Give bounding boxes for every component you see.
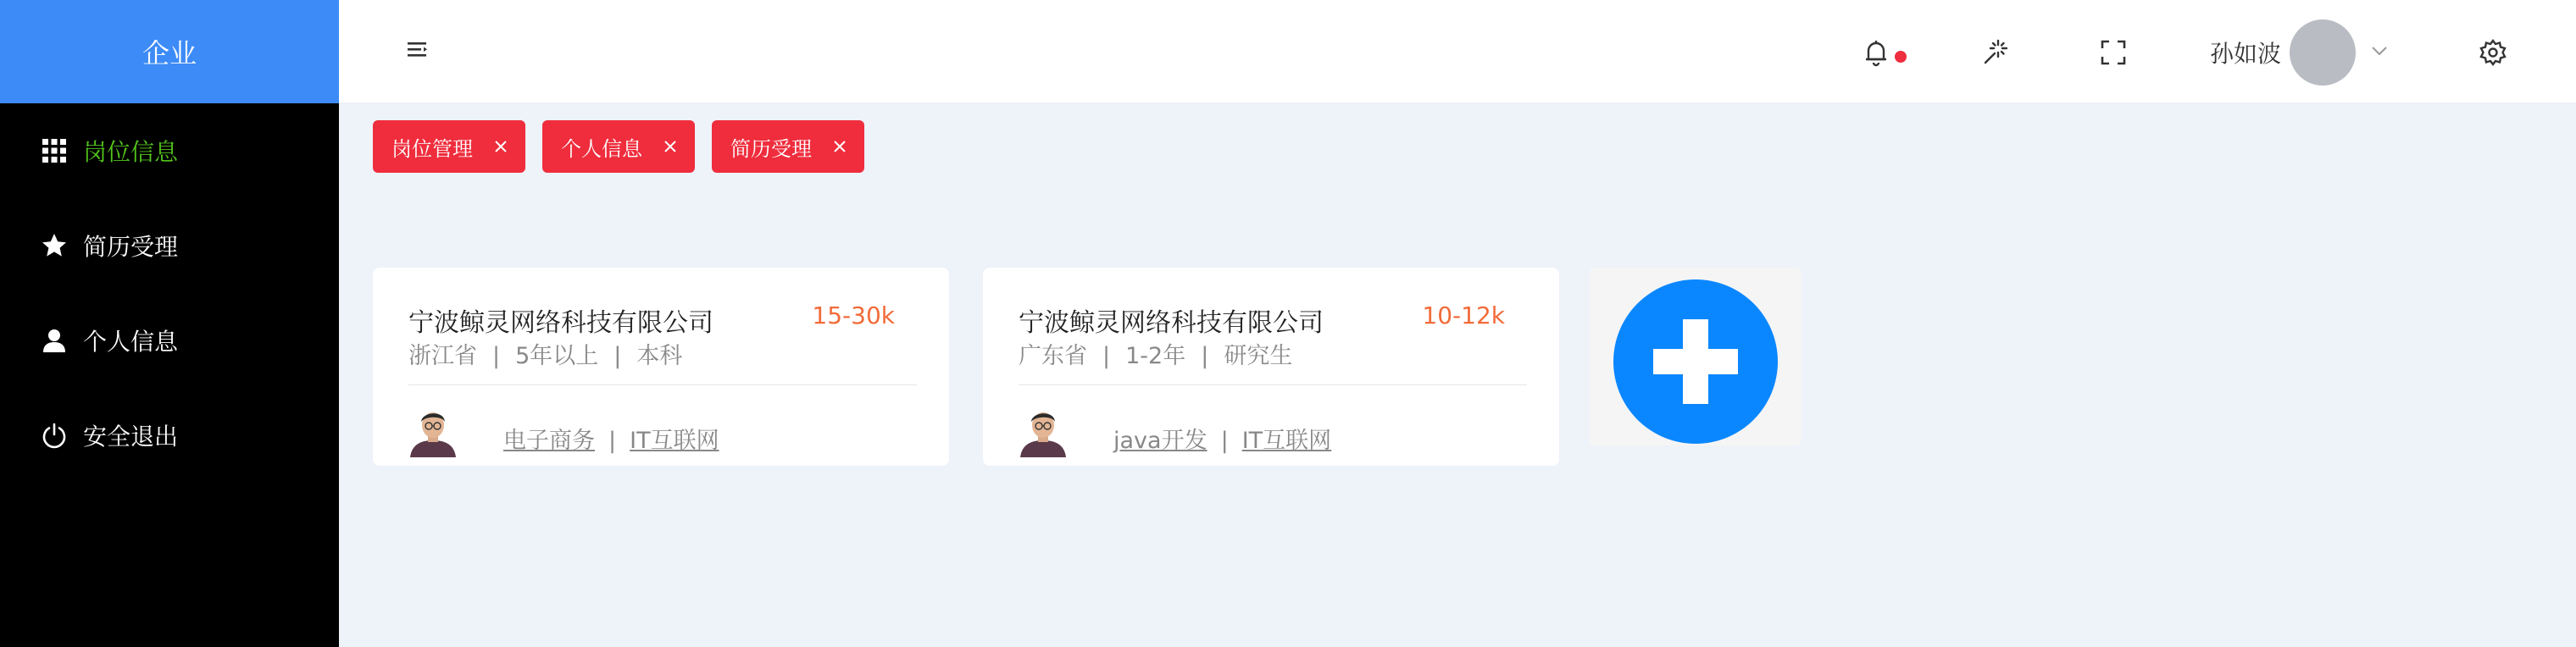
divider [408,384,917,385]
tab-resume[interactable] [712,120,864,173]
user-icon [41,327,68,354]
job-tags: 电子商务 | IT互联网 [503,428,719,454]
province: 广东省 [1019,343,1087,369]
tab-profile[interactable] [542,120,695,173]
power-icon [41,422,68,449]
tab-label: 简历受理 [730,136,812,161]
sidebar-item-logout[interactable] [0,388,339,483]
sidebar-item-profile[interactable] [0,293,339,388]
salary: 15-30k [812,301,895,329]
position-link[interactable]: java开发 [1113,428,1208,454]
top-header [339,0,2576,103]
avatar[interactable] [2290,19,2356,86]
star-icon [41,232,68,259]
add-job-button[interactable] [1613,279,1778,444]
tab-label: 个人信息 [561,136,642,161]
gear-icon[interactable] [2478,37,2508,68]
add-job-card [1590,268,1802,445]
recruiter-avatar [407,405,459,457]
brand-title: 企业 [0,0,339,103]
fullscreen-icon[interactable] [2098,37,2129,68]
close-icon[interactable] [661,137,680,156]
notification-dot [1895,51,1907,63]
recruiter-avatar [1017,405,1069,457]
position-link[interactable]: 电子商务 [503,428,595,454]
sidebar-item-label: 简历受理 [83,233,179,261]
industry-link[interactable]: IT互联网 [630,428,719,454]
chevron-down-icon[interactable] [2369,42,2390,59]
education: 研究生 [1224,343,1293,369]
menu-fold-icon[interactable] [405,37,430,63]
industry-link[interactable]: IT互联网 [1241,428,1332,454]
job-card[interactable] [983,268,1559,466]
sidebar-item-label: 个人信息 [83,328,179,356]
tab-label: 岗位管理 [391,136,473,161]
divider [1019,384,1527,385]
username[interactable]: 孙如波 [2210,40,2282,68]
sidebar [0,0,339,647]
sidebar-item-job-info[interactable] [0,103,339,198]
job-meta: 浙江省 | 5年以上 | 本科 [408,343,683,369]
province: 浙江省 [408,343,477,369]
company-name: 宁波鲸灵网络科技有限公司 [1019,308,1324,338]
experience: 5年以上 [515,343,599,369]
tab-job-management[interactable] [373,120,525,173]
experience: 1-2年 [1125,343,1186,369]
sidebar-item-resume[interactable] [0,198,339,293]
sidebar-item-label: 安全退出 [83,423,179,451]
job-meta: 广东省 | 1-2年 | 研究生 [1019,343,1293,369]
close-icon[interactable] [830,137,849,156]
sidebar-item-label: 岗位信息 [83,138,179,166]
job-card[interactable] [373,268,949,466]
bell-icon[interactable] [1861,37,1891,68]
job-tags: java开发 | IT互联网 [1113,428,1332,454]
close-icon[interactable] [491,137,510,156]
grid-icon [41,137,68,164]
company-name: 宁波鲸灵网络科技有限公司 [408,308,713,338]
education: 本科 [636,343,683,369]
magic-wand-icon[interactable] [1979,37,2010,68]
salary: 10-12k [1422,301,1505,329]
